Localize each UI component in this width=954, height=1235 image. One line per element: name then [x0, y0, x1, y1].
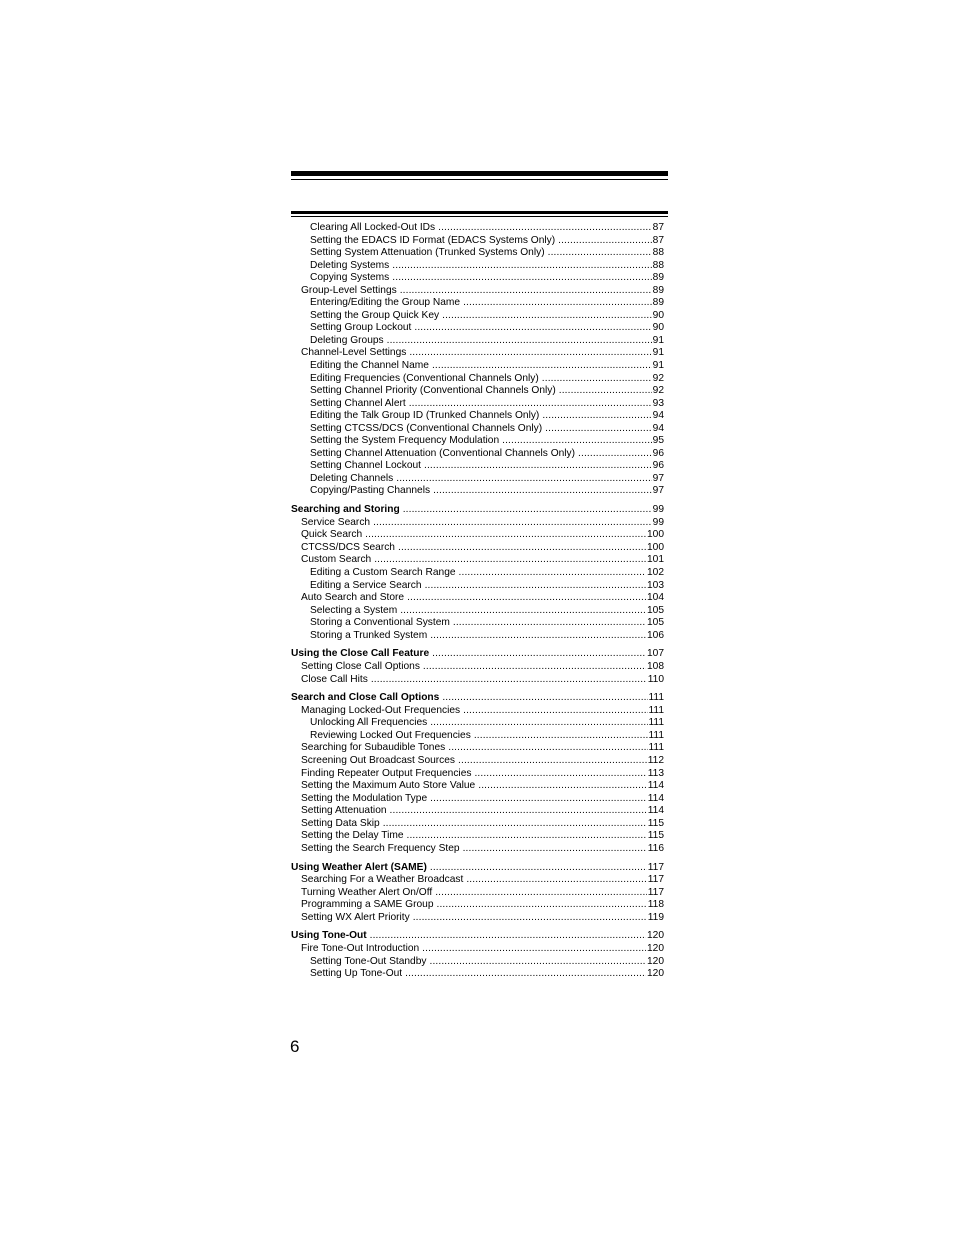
toc-entry[interactable] [291, 410, 664, 423]
toc-entry[interactable] [291, 542, 664, 555]
dot-leader [392, 272, 651, 285]
dot-leader [371, 674, 647, 687]
dot-leader [422, 943, 646, 956]
toc-entry-page: 105 [647, 604, 664, 616]
toc-entry-page: 119 [647, 911, 664, 923]
dot-leader [425, 580, 646, 593]
dot-leader [463, 843, 647, 856]
dot-leader [542, 410, 651, 423]
toc-entry-title: Setting CTCSS/DCS (Conventional Channels Only) [310, 422, 543, 434]
toc-entry-title: Group-Level Settings [301, 284, 397, 296]
toc-entry-page: 87 [652, 222, 664, 233]
toc-entry-title: Channel-Level Settings [301, 347, 407, 359]
toc-entry-title: Setting Channel Priority (Conventional Channels Only) [310, 385, 556, 397]
toc-entry[interactable] [291, 661, 664, 674]
dot-leader [474, 768, 646, 781]
toc-entry-title: Setting the Delay Time [301, 830, 404, 842]
toc-entry-title: Editing Frequencies (Conventional Channels Only) [310, 372, 539, 384]
toc-entry-title: Deleting Groups [310, 334, 384, 346]
toc-entry-page: 90 [652, 322, 664, 334]
toc-entry-title: Programming a SAME Group [301, 899, 434, 911]
toc-entry-page: 111 [648, 704, 664, 716]
toc-entry[interactable] [291, 843, 664, 856]
toc-entry-title: Setting the System Frequency Modulation [310, 435, 500, 447]
header-rule-thick [291, 171, 668, 176]
toc-entry-page: 120 [647, 930, 664, 942]
dot-leader [390, 805, 647, 818]
toc-entry-page: 118 [647, 899, 664, 911]
toc-entry[interactable] [291, 755, 664, 768]
dot-leader [392, 260, 651, 273]
toc-entry-page: 94 [652, 422, 664, 434]
dot-leader [430, 862, 647, 875]
toc-entry-title: Setting the Modulation Type [301, 792, 428, 804]
toc-entry-title: CTCSS/DCS Search [301, 541, 395, 553]
toc-entry-title: Deleting Channels [310, 472, 394, 484]
toc-entry-title: Setting the Group Quick Key [310, 309, 440, 321]
toc-entry-page: 99 [652, 516, 664, 528]
toc-entry-page: 111 [648, 729, 664, 741]
toc-entry-page: 105 [647, 617, 664, 629]
toc-entry-page: 117 [647, 861, 664, 873]
toc-entry[interactable] [291, 742, 664, 755]
toc-entry-page: 111 [648, 692, 664, 704]
toc-entry[interactable] [291, 730, 664, 743]
dot-leader [478, 780, 647, 793]
toc-entry-page: 107 [647, 648, 664, 660]
dot-leader [429, 956, 646, 969]
toc-entry-page: 97 [652, 485, 664, 497]
toc-entry-title: Setting Tone-Out Standby [310, 955, 427, 967]
toc-entry-title: Setting the Maximum Auto Store Value [301, 780, 476, 792]
toc-entry-page: 96 [652, 447, 664, 459]
dot-leader [414, 322, 651, 335]
dot-leader [409, 398, 652, 411]
toc-entry[interactable] [291, 435, 664, 448]
toc-entry-title: Setting Close Call Options [301, 660, 420, 672]
dot-leader [463, 705, 647, 718]
toc-entry-title: Screening Out Broadcast Sources [301, 754, 456, 766]
toc-section-heading[interactable] [291, 692, 664, 705]
toc-entry[interactable] [291, 460, 664, 473]
dot-leader [502, 435, 652, 448]
dot-leader [400, 605, 646, 618]
toc-entry-page: 92 [652, 372, 664, 384]
dot-leader [396, 473, 651, 486]
toc-entry-title: Quick Search [301, 529, 363, 541]
toc-entry-page: 88 [652, 259, 664, 271]
dot-leader [430, 717, 647, 730]
dot-leader [409, 347, 651, 360]
toc-entry-title: Close Call Hits [301, 673, 368, 685]
dot-leader [387, 335, 652, 348]
toc-entry[interactable] [291, 235, 664, 248]
toc-entry-page: 104 [647, 592, 664, 604]
toc-entry[interactable] [291, 874, 664, 887]
toc-entry[interactable] [291, 335, 664, 348]
toc-entry-page: 112 [647, 754, 664, 766]
toc-entry[interactable] [291, 717, 664, 730]
toc-entry-title: Editing a Custom Search Range [310, 566, 456, 578]
toc-entry-title: Setting Attenuation [301, 805, 387, 817]
dot-leader [474, 730, 648, 743]
toc-entry-page: 108 [647, 660, 664, 672]
toc-entry-page: 110 [647, 673, 664, 685]
dot-leader [548, 247, 652, 260]
toc-entry-title: Copying/Pasting Channels [310, 485, 431, 497]
toc-entry-title: Selecting a System [310, 604, 398, 616]
toc-entry[interactable] [291, 272, 664, 285]
dot-leader [400, 285, 652, 298]
toc-entry-title: Editing a Service Search [310, 579, 422, 591]
table-of-contents [291, 222, 664, 981]
dot-leader [466, 874, 646, 887]
toc-entry-page: 91 [652, 360, 664, 372]
toc-entry-title: Using Weather Alert (SAME) [291, 861, 427, 873]
dot-leader [433, 485, 652, 498]
toc-entry[interactable] [291, 385, 664, 398]
toc-entry-page: 89 [652, 297, 664, 309]
toc-entry[interactable] [291, 887, 664, 900]
toc-entry-page: 87 [652, 234, 664, 246]
toc-entry[interactable] [291, 485, 664, 498]
dot-leader [463, 297, 652, 310]
toc-entry[interactable] [291, 818, 664, 831]
dot-leader [407, 592, 646, 605]
toc-entry-page: 90 [652, 309, 664, 321]
dot-leader [458, 755, 647, 768]
toc-entry-page: 93 [652, 397, 664, 409]
toc-entry[interactable] [291, 780, 664, 793]
toc-entry-page: 91 [652, 334, 664, 346]
toc-entry-title: Using Tone-Out [291, 930, 367, 942]
dot-leader [459, 567, 646, 580]
toc-entry-title: Turning Weather Alert On/Off [301, 886, 433, 898]
toc-entry[interactable] [291, 517, 664, 530]
dot-leader [437, 899, 647, 912]
toc-entry-title: Setting the EDACS ID Format (EDACS Systems Only) [310, 234, 556, 246]
toc-entry[interactable] [291, 605, 664, 618]
toc-entry-title: Storing a Conventional System [310, 617, 450, 629]
section-rule-thin [291, 216, 668, 217]
toc-entry-page: 117 [647, 886, 664, 898]
dot-leader [430, 793, 647, 806]
toc-entry-title: Storing a Trunked System [310, 629, 428, 641]
toc-entry[interactable] [291, 529, 664, 542]
dot-leader [398, 542, 646, 555]
toc-entry-page: 100 [647, 529, 664, 541]
dot-leader [424, 460, 652, 473]
toc-entry-title: Setting Group Lockout [310, 322, 412, 334]
toc-entry[interactable] [291, 592, 664, 605]
section-rule-thick [291, 211, 668, 214]
toc-entry-title: Using the Close Call Feature [291, 648, 430, 660]
toc-entry-page: 94 [652, 410, 664, 422]
toc-entry-title: Copying Systems [310, 272, 390, 284]
toc-entry-page: 102 [647, 566, 664, 578]
toc-entry-title: Unlocking All Frequencies [310, 717, 428, 729]
dot-leader [365, 529, 646, 542]
toc-entry-page: 114 [647, 780, 664, 792]
toc-entry-page: 88 [652, 247, 664, 259]
toc-entry-page: 89 [652, 284, 664, 296]
toc-entry[interactable] [291, 322, 664, 335]
toc-entry-title: Entering/Editing the Group Name [310, 297, 461, 309]
toc-entry-page: 115 [647, 817, 664, 829]
toc-entry-page: 111 [648, 742, 664, 754]
toc-entry[interactable] [291, 805, 664, 818]
dot-leader [403, 504, 652, 517]
header-rule-thin [291, 179, 668, 180]
toc-entry[interactable] [291, 830, 664, 843]
toc-entry-title: Finding Repeater Output Frequencies [301, 767, 472, 779]
toc-entry-page: 92 [652, 385, 664, 397]
toc-entry[interactable] [291, 247, 664, 260]
toc-entry-page: 89 [652, 272, 664, 284]
toc-entry-title: Search and Close Call Options [291, 692, 440, 704]
toc-entry-title: Setting Channel Attenuation (Conventional Channels Only) [310, 447, 576, 459]
toc-entry-page: 111 [648, 717, 664, 729]
toc-entry[interactable] [291, 705, 664, 718]
toc-entry[interactable] [291, 968, 664, 981]
toc-entry[interactable] [291, 423, 664, 436]
dot-leader [430, 630, 646, 643]
toc-entry[interactable] [291, 285, 664, 298]
toc-section-heading[interactable] [291, 862, 664, 875]
toc-entry-page: 91 [652, 347, 664, 359]
toc-entry-title: Clearing All Locked-Out IDs [310, 222, 436, 233]
dot-leader [413, 912, 647, 925]
toc-entry-page: 114 [647, 805, 664, 817]
toc-entry-title: Deleting Systems [310, 259, 390, 271]
toc-entry-title: Searching and Storing [291, 504, 400, 516]
dot-leader [442, 310, 652, 323]
toc-entry-title: Setting WX Alert Priority [301, 911, 410, 923]
dot-leader [438, 222, 652, 235]
toc-entry-title: Searching For a Weather Broadcast [301, 874, 464, 886]
dot-leader [373, 517, 652, 530]
toc-entry[interactable] [291, 347, 664, 360]
dot-leader [370, 930, 646, 943]
toc-entry[interactable] [291, 943, 664, 956]
toc-entry[interactable] [291, 222, 664, 235]
toc-entry-title: Managing Locked-Out Frequencies [301, 704, 461, 716]
toc-entry-title: Service Search [301, 516, 371, 528]
toc-entry-page: 99 [652, 504, 664, 516]
toc-entry[interactable] [291, 793, 664, 806]
toc-entry-page: 106 [647, 629, 664, 641]
toc-entry-title: Setting System Attenuation (Trunked Systems Only) [310, 247, 545, 259]
dot-leader [432, 648, 646, 661]
toc-entry[interactable] [291, 580, 664, 593]
dot-leader [423, 661, 646, 674]
dot-leader [453, 617, 646, 630]
toc-entry[interactable] [291, 567, 664, 580]
toc-entry[interactable] [291, 912, 664, 925]
toc-entry[interactable] [291, 448, 664, 461]
toc-section-heading[interactable] [291, 504, 664, 517]
dot-leader [432, 360, 652, 373]
toc-entry-title: Setting the Search Frequency Step [301, 842, 460, 854]
dot-leader [545, 423, 652, 436]
toc-entry-page: 120 [647, 955, 664, 967]
page-number: 6 [290, 1037, 300, 1056]
toc-entry[interactable] [291, 473, 664, 486]
toc-entry-title: Setting Channel Alert [310, 397, 406, 409]
toc-entry-title: Auto Search and Store [301, 592, 405, 604]
dot-leader [442, 692, 647, 705]
toc-entry-title: Reviewing Locked Out Frequencies [310, 729, 471, 741]
dot-leader [405, 968, 646, 981]
toc-entry-page: 97 [652, 472, 664, 484]
toc-entry-page: 96 [652, 460, 664, 472]
toc-entry[interactable] [291, 956, 664, 969]
toc-entry[interactable] [291, 398, 664, 411]
toc-entry[interactable] [291, 360, 664, 373]
dot-leader [407, 830, 647, 843]
toc-entry-title: Setting Up Tone-Out [310, 968, 403, 980]
dot-leader [448, 742, 647, 755]
toc-entry-page: 101 [647, 554, 664, 566]
toc-section-heading[interactable] [291, 648, 664, 661]
toc-entry-page: 117 [647, 874, 664, 886]
toc-entry-page: 95 [652, 435, 664, 447]
dot-leader [559, 385, 652, 398]
toc-entry-page: 114 [647, 792, 664, 804]
toc-entry-page: 100 [647, 541, 664, 553]
toc-entry-title: Custom Search [301, 554, 372, 566]
dot-leader [578, 448, 652, 461]
toc-entry[interactable] [291, 630, 664, 643]
dot-leader [542, 373, 652, 386]
toc-entry-page: 103 [647, 579, 664, 591]
dot-leader [435, 887, 647, 900]
dot-leader [374, 554, 646, 567]
toc-entry-title: Fire Tone-Out Introduction [301, 943, 420, 955]
toc-entry[interactable] [291, 310, 664, 323]
toc-entry-title: Editing the Channel Name [310, 360, 429, 372]
toc-entry-title: Setting Channel Lockout [310, 460, 422, 472]
toc-entry-title: Searching for Subaudible Tones [301, 742, 446, 754]
toc-entry[interactable] [291, 297, 664, 310]
toc-entry[interactable] [291, 768, 664, 781]
toc-entry-page: 120 [647, 968, 664, 980]
toc-entry-page: 120 [647, 943, 664, 955]
toc-section-heading[interactable] [291, 930, 664, 943]
toc-entry-page: 115 [647, 830, 664, 842]
toc-entry[interactable] [291, 617, 664, 630]
toc-entry[interactable] [291, 373, 664, 386]
toc-entry[interactable] [291, 554, 664, 567]
toc-entry[interactable] [291, 260, 664, 273]
toc-entry-title: Editing the Talk Group ID (Trunked Channels Only) [310, 410, 540, 422]
toc-entry[interactable] [291, 674, 664, 687]
toc-entry-page: 116 [647, 842, 664, 854]
dot-leader [383, 818, 647, 831]
toc-entry[interactable] [291, 899, 664, 912]
dot-leader [558, 235, 652, 248]
toc-entry-title: Setting Data Skip [301, 817, 380, 829]
toc-entry-page: 113 [647, 767, 664, 779]
